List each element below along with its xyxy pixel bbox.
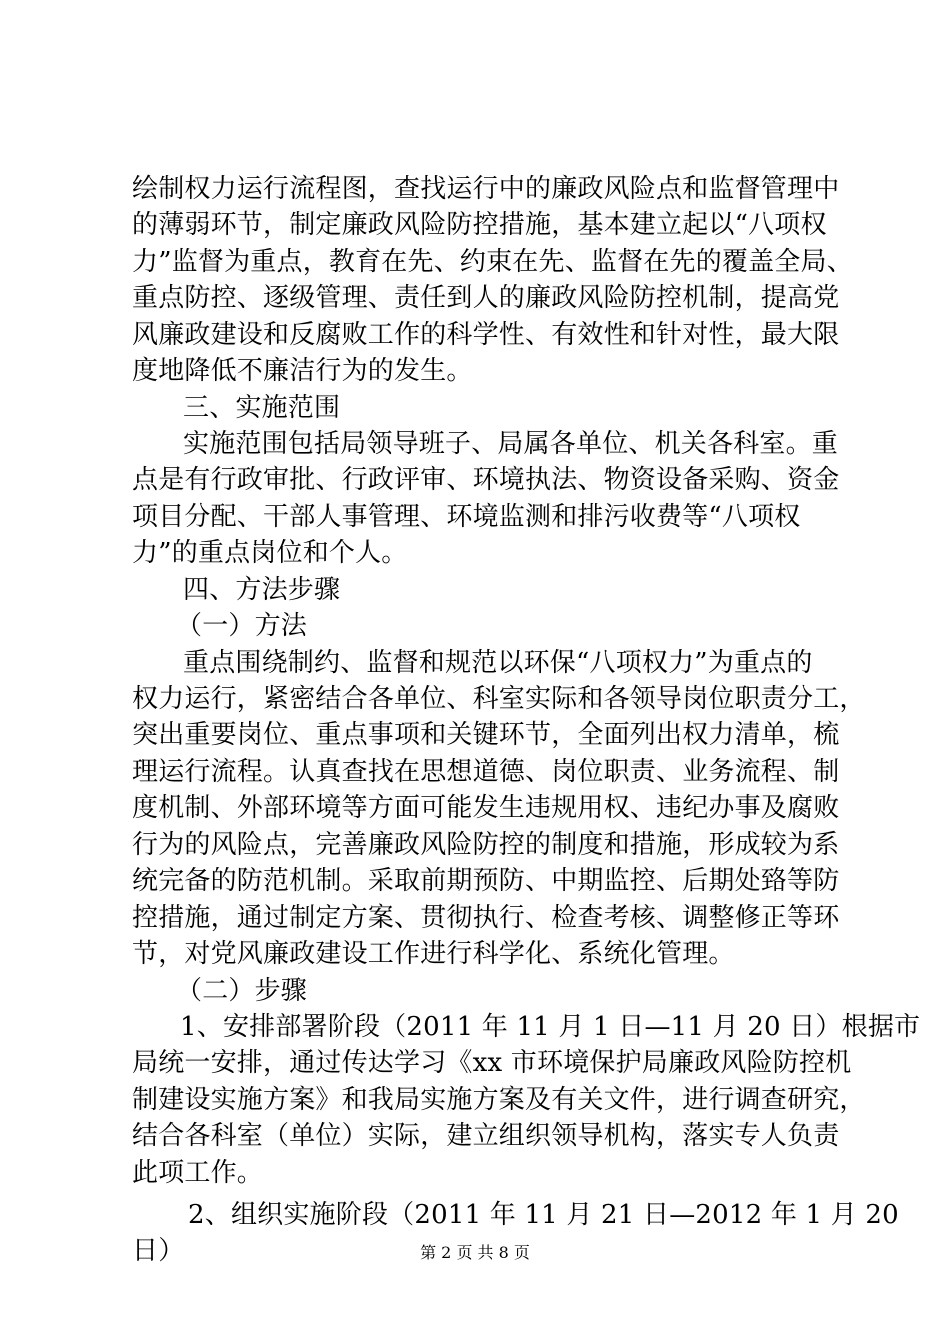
text-line: 局统一安排，通过传达学习《xx 市环境保护局廉政风险防控机 [132,1048,852,1078]
text-line: 项目分配、干部人事管理、环境监测和排污收费等“八项权 [132,502,801,532]
text-line: 理运行流程。认真查找在思想道德、岗位职责、业务流程、制 [132,757,840,787]
text-line: 的薄弱环节，制定廉政风险防控措施，基本建立起以“八项权 [132,210,827,240]
text-line: 力”的重点岗位和个人。 [132,538,408,568]
text-line: 实施范围包括局领导班子、局属各单位、机关各科室。重 [183,429,839,459]
text-line: 2、组织实施阶段（2011 年 11 月 21 日—2012 年 1 月 20 [188,1200,899,1230]
text-line: 风廉政建设和反腐败工作的科学性、有效性和针对性，最大限 [132,320,840,350]
text-line: 度机制、外部环境等方面可能发生违规用权、违纪办事及腐败 [132,793,840,823]
text-line: 节，对党风廉政建设工作进行科学化、系统化管理。 [132,939,735,969]
subsection-heading: （一）方法 [176,611,308,641]
text-line: 度地降低不廉洁行为的发生。 [132,356,473,386]
text-line: 统完备的防范机制。采取前期预防、中期监控、后期处臵等防 [132,866,840,896]
text-line: 结合各科室（单位）实际，建立组织领导机构，落实专人负责 [132,1121,840,1151]
text-line: 重点围绕制约、监督和规范以环保“八项权力”为重点的 [183,648,813,678]
text-line: 控措施，通过制定方案、贯彻执行、检查考核、调整修正等环 [132,903,840,933]
text-line: 制建设实施方案》和我局实施方案及有关文件，进行调查研究， [132,1085,866,1115]
text-line: 力”监督为重点，教育在先、约束在先、监督在先的覆盖全局、 [132,247,853,277]
text-line: 重点防控、逐级管理、责任到人的廉政风险防控机制，提高党 [132,283,840,313]
subsection-heading: （二）步骤 [176,976,308,1006]
text-line: 点是有行政审批、行政评审、环境执法、物资设备采购、资金 [132,465,840,495]
text-line: 日） [132,1236,185,1266]
text-line: 绘制权力运行流程图，查找运行中的廉政风险点和监督管理中 [132,174,840,204]
page-footer: 第 2 页 共 8 页 [420,1243,530,1262]
text-line: 1、安排部署阶段（2011 年 11 月 1 日—11 月 20 日）根据市 [180,1012,921,1042]
text-line: 突出重要岗位、重点事项和关键环节，全面列出权力清单，梳 [132,720,840,750]
section-heading: 四、方法步骤 [183,575,341,605]
section-heading: 三、实施范围 [183,393,341,423]
text-line: 权力运行，紧密结合各单位、科室实际和各领导岗位职责分工， [132,684,866,714]
text-line: 行为的风险点，完善廉政风险防控的制度和措施，形成较为系 [132,830,840,860]
text-line: 此项工作。 [132,1158,264,1188]
